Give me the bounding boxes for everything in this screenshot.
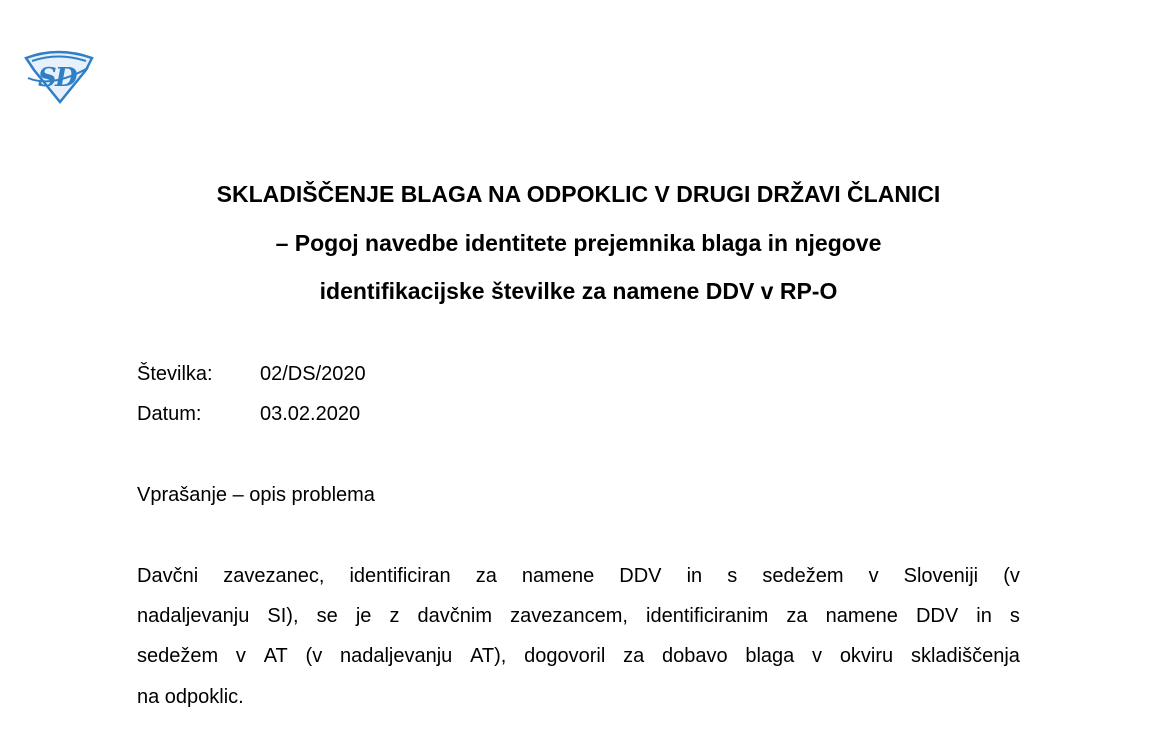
body-word: sedežem <box>137 645 219 667</box>
body-word: namene <box>521 565 595 587</box>
body-word: nadaljevanju <box>339 645 453 667</box>
body-word: AT <box>263 645 288 667</box>
company-logo <box>22 48 96 104</box>
document-date-value: 03.02.2020 <box>260 403 361 425</box>
body-word: zavezancem, <box>510 605 628 627</box>
body-word: SI), <box>267 605 299 627</box>
svg-text:S: S <box>38 63 57 93</box>
body-line-2 <box>137 604 1020 628</box>
svg-text:D: D <box>55 63 78 93</box>
body-word: identificiranim <box>646 605 769 627</box>
body-word: v <box>812 645 823 667</box>
document-title-line-2: – Pogoj navedbe identitete prejemnika blaga in njegove <box>275 230 882 256</box>
body-word: identificiran <box>349 565 451 587</box>
body-line-1 <box>137 564 1020 588</box>
document-date-label: Datum: <box>137 403 202 425</box>
document-title-line-1: SKLADIŠČENJE BLAGA NA ODPOKLIC V DRUGI DRŽAVI ČLANICI <box>216 181 941 207</box>
body-word: DDV <box>915 605 959 627</box>
body-word: DDV <box>619 565 662 587</box>
body-word: za <box>475 565 497 587</box>
body-word: dogovoril <box>524 645 606 667</box>
sd-shield-logo-icon <box>22 48 96 104</box>
body-word: Sloveniji <box>903 565 979 587</box>
body-line-3 <box>137 644 1020 668</box>
body-word: v <box>868 565 879 587</box>
body-word: sedežem <box>762 565 844 587</box>
body-word: s <box>727 565 738 587</box>
body-word: okviru <box>839 645 894 667</box>
document-date-row <box>137 402 360 426</box>
body-word: namene <box>825 605 898 627</box>
document-number-label: Številka: <box>137 363 213 385</box>
body-word: zavezanec, <box>223 565 325 587</box>
body-word: je <box>355 605 372 627</box>
section-heading: Vprašanje – opis problema <box>137 484 375 506</box>
body-word: (v <box>305 645 323 667</box>
document-title-line-3: identifikacijske številke za namene DDV v RP-O <box>319 278 838 304</box>
body-word: dobavo <box>661 645 728 667</box>
body-word: skladiščenja <box>910 645 1020 667</box>
body-line-4: na odpoklic. <box>137 686 244 708</box>
document-number-value: 02/DS/2020 <box>260 363 366 385</box>
body-word: za <box>623 645 645 667</box>
body-word: in <box>686 565 703 587</box>
body-word: za <box>786 605 808 627</box>
body-word: s <box>1009 605 1020 627</box>
body-word: z <box>389 605 400 627</box>
body-word: Davčni <box>137 565 199 587</box>
body-word: blaga <box>745 645 795 667</box>
body-word: v <box>235 645 246 667</box>
body-word: (v <box>1003 565 1020 587</box>
body-word: AT), <box>470 645 507 667</box>
body-word: davčnim <box>417 605 493 627</box>
body-word: se <box>316 605 338 627</box>
body-word: nadaljevanju <box>137 605 250 627</box>
body-word: in <box>976 605 992 627</box>
document-number-row <box>137 362 366 386</box>
